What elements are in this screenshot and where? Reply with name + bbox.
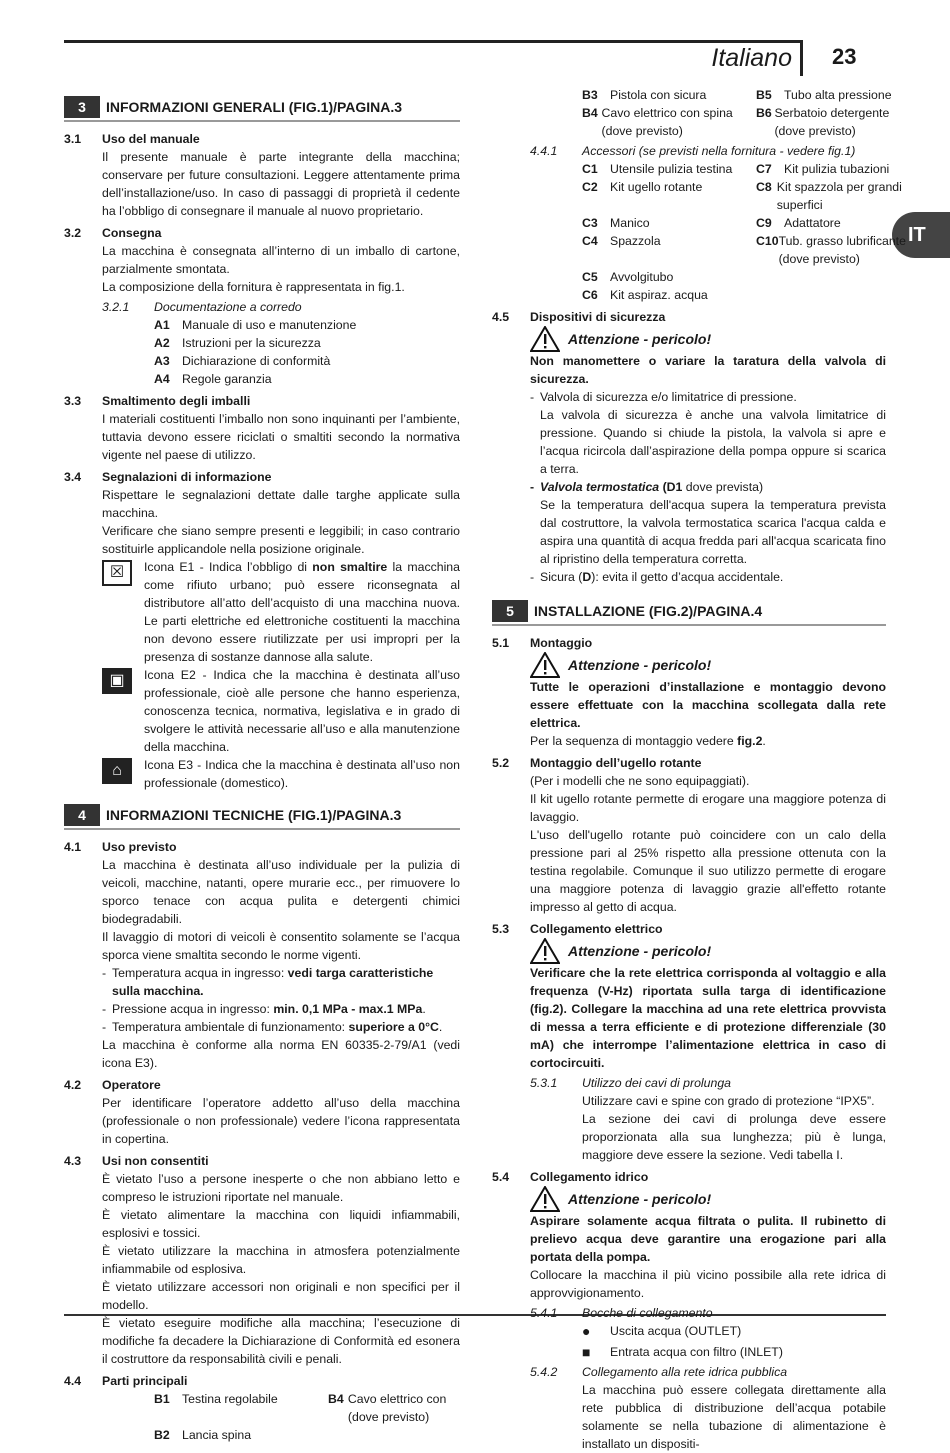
subsection-heading: 4.5 Dispositivi di sicurezza <box>492 310 666 324</box>
left-column <box>64 90 460 1444</box>
list-item: ● Uscita acqua (OUTLET) <box>582 1323 742 1339</box>
paragraph: È vietato eseguire modifiche alla macchina; l’esecuzione di modifiche fa decadere la Dichiarazione di Conformità ed esonera il costruttore da responsabilità civili e penali. <box>102 1316 460 1366</box>
icon-e3-row <box>102 756 460 792</box>
section-4-heading <box>64 802 460 830</box>
paragraph: Per identificare l’operatore addetto all’uso della macchina (professionale o non professionale) vedere l’icona rappresentata in copertina. <box>102 1096 460 1146</box>
paragraph: È vietato utilizzare accessori non originali e non specifici per il modello. <box>102 1280 460 1312</box>
icon-e1-text: Icona E1 - Indica l’obbligo di non smaltire la macchina come rifiuto urbano; può essere riconsegnata al distributore all’atto dell’acquisto di una macchina nuova. Le parti elettriche ed elettroniche costituenti la macchina non devono essere riutilizzate per usi impropri per la presenza di sostanze dannose alla salute. <box>144 560 460 664</box>
paragraph: L'uso dell'ugello rotante può coincidere con un calo della pressione pari al 25% rispetto alla pressione ottenuta con la testina regolabile. Comunque il suo utilizzo permette di erogare una maggiore potenza di lavaggio grazie all'effetto rotante impresso al getto di acqua. <box>530 828 886 914</box>
paragraph: È vietato alimentare la macchina con liquidi infiammabili, esplosivi e tossici. <box>102 1208 460 1240</box>
warning-block: Attenzione - pericolo! Non manomettere o variare la taratura della valvola di sicurezza. <box>530 326 886 388</box>
list-item: C6 Kit aspiraz. acqua <box>582 288 708 302</box>
subsection-heading: 3.4 Segnalazioni di informazione <box>64 470 272 484</box>
paragraph: La composizione della fornitura è rappresentata in fig.1. <box>102 280 405 294</box>
list-item: ■ Entrata acqua con filtro (INLET) <box>582 1344 783 1360</box>
circle-icon: ● <box>582 1323 591 1339</box>
subsubsection-heading: 3.2.1 Documentazione a corredo <box>102 300 302 314</box>
warning-block: Attenzione - pericolo! Tutte le operazioni d’installazione e montaggio devono essere effettuate con la macchina scollegata dalla rete elettrica. <box>530 652 886 732</box>
subsection-heading: 5.2 Montaggio dell’ugello rotante <box>492 756 702 770</box>
bullet-item: - Temperatura acqua in ingresso: vedi targa caratteristiche sulla macchina. <box>102 966 434 998</box>
document-list <box>154 316 460 388</box>
bullet-item: - Temperatura ambientale di funzionamento: superiore a 0°C. <box>102 1020 443 1034</box>
list-item: A1 Manuale di uso e manutenzione <box>154 318 357 332</box>
subsubsection-heading: 5.4.2 Collegamento alla rete idrica pubblica <box>530 1365 788 1379</box>
list-item: C3 Manico <box>582 216 650 230</box>
list-item: C2 Kit ugello rotante <box>582 180 703 194</box>
paragraph: Verificare che siano sempre presenti e leggibili; in caso contrario sostituirle applicandole nella posizione originale. <box>102 524 460 556</box>
paragraph: Se la temperatura dell'acqua supera la temperatura prevista dal costruttore, la valvola termostatica scarica l'acqua calda e aspira una quantità di acqua fredda pari all'acqua scaricata fino al ripristino della temperatura corretta. <box>540 498 886 566</box>
paragraph: Utilizzare cavi e spine con grado di protezione “IPX5”. <box>582 1094 875 1108</box>
section-number: 3 <box>64 96 100 118</box>
subsection-heading: 4.2 Operatore <box>64 1078 161 1092</box>
subsection-heading: 5.3 Collegamento elettrico <box>492 922 663 936</box>
page-number: 23 <box>832 44 857 69</box>
icon-e2-row <box>102 666 460 756</box>
square-icon: ■ <box>582 1344 591 1360</box>
list-item: C10 Tub. grasso lubrificante (dove previsto) <box>756 234 906 266</box>
language-tab: IT <box>892 212 950 258</box>
paragraph: Collocare la macchina il più vicino possibile alla rete idrica di approvvigionamento. <box>530 1268 886 1300</box>
header-rule <box>64 40 802 43</box>
icon-e2-text: Icona E2 - Indica che la macchina è destinata all’uso professionale, cioè alle persone che hanno esperienza, conoscenza tecnica, normativa, legislativa e in grado di svolgere le attività necessarie all’uso e alla manutenzione della macchina. <box>144 668 460 754</box>
list-item: C4 Spazzola <box>582 234 661 248</box>
subsection-heading: 4.3 Usi non consentiti <box>64 1154 209 1168</box>
paragraph: È vietato utilizzare la macchina in atmosfera potenzialmente infiammabile od esplosiva. <box>102 1244 460 1276</box>
paragraph: La sezione dei cavi di prolunga deve essere proporzionata alla sua lunghezza; più è lunga, maggiore deve essere la sezione. Vedi tabella I. <box>582 1112 886 1162</box>
list-item: B4 Cavo elettrico con (dove previsto) <box>328 1392 447 1424</box>
professional-icon: ▣ <box>102 668 132 694</box>
subsection-heading: 3.2 Consegna <box>64 226 162 240</box>
right-column <box>492 86 906 1453</box>
subsection-heading: 5.1 Montaggio <box>492 636 593 650</box>
list-item: B1 Testina regolabile <box>154 1392 278 1406</box>
paragraph: La macchina è conforme alla norma EN 60335-2-79/A1 (vedi icona E3). <box>102 1038 460 1070</box>
list-item: B6 Serbatoio detergente (dove previsto) <box>756 106 890 138</box>
warning-triangle-icon <box>530 1186 560 1212</box>
subsection-heading: 5.4 Collegamento idrico <box>492 1170 649 1184</box>
subsection-heading: 3.1 Uso del manuale <box>64 132 200 146</box>
warning-triangle-icon <box>530 938 560 964</box>
section-5-heading <box>492 598 886 626</box>
bullet-item: - Sicura (D): evita il getto d’acqua accidentale. <box>530 570 784 584</box>
warning-triangle-icon <box>530 326 560 352</box>
subsection-heading: 4.1 Uso previsto <box>64 840 177 854</box>
icon-e3-text: Icona E3 - Indica che la macchina è destinata all’uso non professionale (domestico). <box>144 758 460 790</box>
bullet-item: - Pressione acqua in ingresso: min. 0,1 MPa - max.1 MPa. <box>102 1002 426 1016</box>
list-item: A4 Regole garanzia <box>154 372 272 386</box>
section-title: INFORMAZIONI TECNICHE (FIG.1)/PAGINA.3 <box>106 807 402 823</box>
subsubsection-heading: 5.4.1 Bocche di collegamento <box>530 1306 713 1320</box>
warning-triangle-icon <box>530 652 560 678</box>
subsection-heading: 3.3 Smaltimento degli imballi <box>64 394 251 408</box>
list-item: B3 Pistola con sicura <box>582 88 707 102</box>
list-item: C7 Kit pulizia tubazioni <box>756 162 890 176</box>
parts-list <box>154 1390 460 1444</box>
section-3-heading <box>64 94 460 122</box>
list-item: A3 Dichiarazione di conformità <box>154 354 331 368</box>
parts-list-continued <box>582 86 892 140</box>
list-item: C9 Adattatore <box>756 216 841 230</box>
subsubsection-heading: 5.3.1 Utilizzo dei cavi di prolunga <box>530 1076 732 1090</box>
subsection-heading: 4.4 Parti principali <box>64 1374 188 1388</box>
crossed-bin-icon: ☒ <box>102 560 132 586</box>
subsubsection-heading: 4.4.1 Accessori (se previsti nella fornitura - vedere fig.1) <box>530 144 856 158</box>
warning-block: Attenzione - pericolo! Verificare che la rete elettrica corrisponda al voltaggio e alla frequenza (V-Hz) riportata sulla targa di identificazione (fig.2). Collegare la macchina ad una rete elettrica provvista di messa a terra efficiente e di protezione differenziale (30 mA) che interrompe l’alimentazione elettrica in caso di cortocircuiti. <box>530 938 886 1072</box>
list-item: A2 Istruzioni per la sicurezza <box>154 336 321 350</box>
paragraph: È vietato l’uso a persone inesperte o che non abbiano letto e compreso le istruzioni riportate nel manuale. <box>102 1172 460 1204</box>
paragraph: La macchina è consegnata all’interno di un imballo di cartone, parzialmente smontata. <box>102 244 460 276</box>
list-item: B4 Cavo elettrico con spina (dove previsto) <box>582 106 733 138</box>
paragraph: Il presente manuale è parte integrante della macchina; conservare per future consultazioni. Leggere attentamente prima dell’installazione/uso. In caso di passaggi di proprietà il cedente ha l’obbligo di consegnare il manuale al nuovo proprietario. <box>102 150 460 218</box>
house-icon: ⌂ <box>102 758 132 784</box>
bullet-item: - Valvola termostatica (D1 dove prevista) <box>530 480 764 494</box>
icon-e1-row <box>102 558 460 666</box>
header-language: Italiano <box>711 44 792 72</box>
paragraph: Il kit ugello rotante permette di erogare una maggiore potenza di lavaggio. <box>530 792 886 824</box>
paragraph: Rispettare le segnalazioni dettate dalle targhe applicate sulla macchina. <box>102 488 460 520</box>
bullet-item: - Valvola di sicurezza e/o limitatrice di pressione. <box>530 390 797 404</box>
warning-block: Attenzione - pericolo! Aspirare solamente acqua filtrata o pulita. Il rubinetto di prelievo acqua deve garantire una erogazione pari alla portata della pompa. <box>530 1186 886 1266</box>
paragraph: La valvola di sicurezza è anche una valvola limitatrice di pressione. Quando si chiude la pistola, la valvola si apre e l’acqua ricircola dall’aspirazione della pompa oppure si scarica a terra. <box>540 408 886 476</box>
section-title: INSTALLAZIONE (FIG.2)/PAGINA.4 <box>534 603 763 619</box>
list-item: C8 Kit spazzola per grandi superfici <box>756 180 902 212</box>
accessories-list <box>582 160 906 304</box>
section-number: 4 <box>64 804 100 826</box>
paragraph: Per la sequenza di montaggio vedere fig.2. <box>530 734 766 748</box>
paragraph: I materiali costituenti l’imballo non sono inquinanti per l’ambiente, tuttavia devono essere riciclati o smaltiti secondo la normativa vigente nel paese di utilizzo. <box>102 412 460 462</box>
section-title: INFORMAZIONI GENERALI (FIG.1)/PAGINA.3 <box>106 99 403 115</box>
paragraph: La macchina può essere collegata direttamente alla rete pubblica di distribuzione dell’acqua potabile solamente se nella tubazione di alimentazione è installato un dispositi- <box>582 1383 886 1451</box>
list-item: B2 Lancia spina <box>154 1428 252 1442</box>
connection-list <box>582 1322 886 1361</box>
header-divider <box>800 40 803 76</box>
paragraph: Il lavaggio di motori di veicoli è consentito solamente se l’acqua sporca viene smaltita secondo le norme vigenti. <box>102 930 460 962</box>
list-item: B5 Tubo alta pressione <box>756 88 892 102</box>
list-item: C1 Utensile pulizia testina <box>582 162 733 176</box>
paragraph: La macchina è destinata all’uso individuale per la pulizia di veicoli, macchine, natanti, opere murarie ecc., per rimuovere lo sporco tenace con acqua pulita e detergenti chimici biodegradabili. <box>102 858 460 926</box>
section-number: 5 <box>492 600 528 622</box>
list-item: C5 Avvolgitubo <box>582 270 674 284</box>
paragraph: (Per i modelli che ne sono equipaggiati). <box>530 774 750 788</box>
